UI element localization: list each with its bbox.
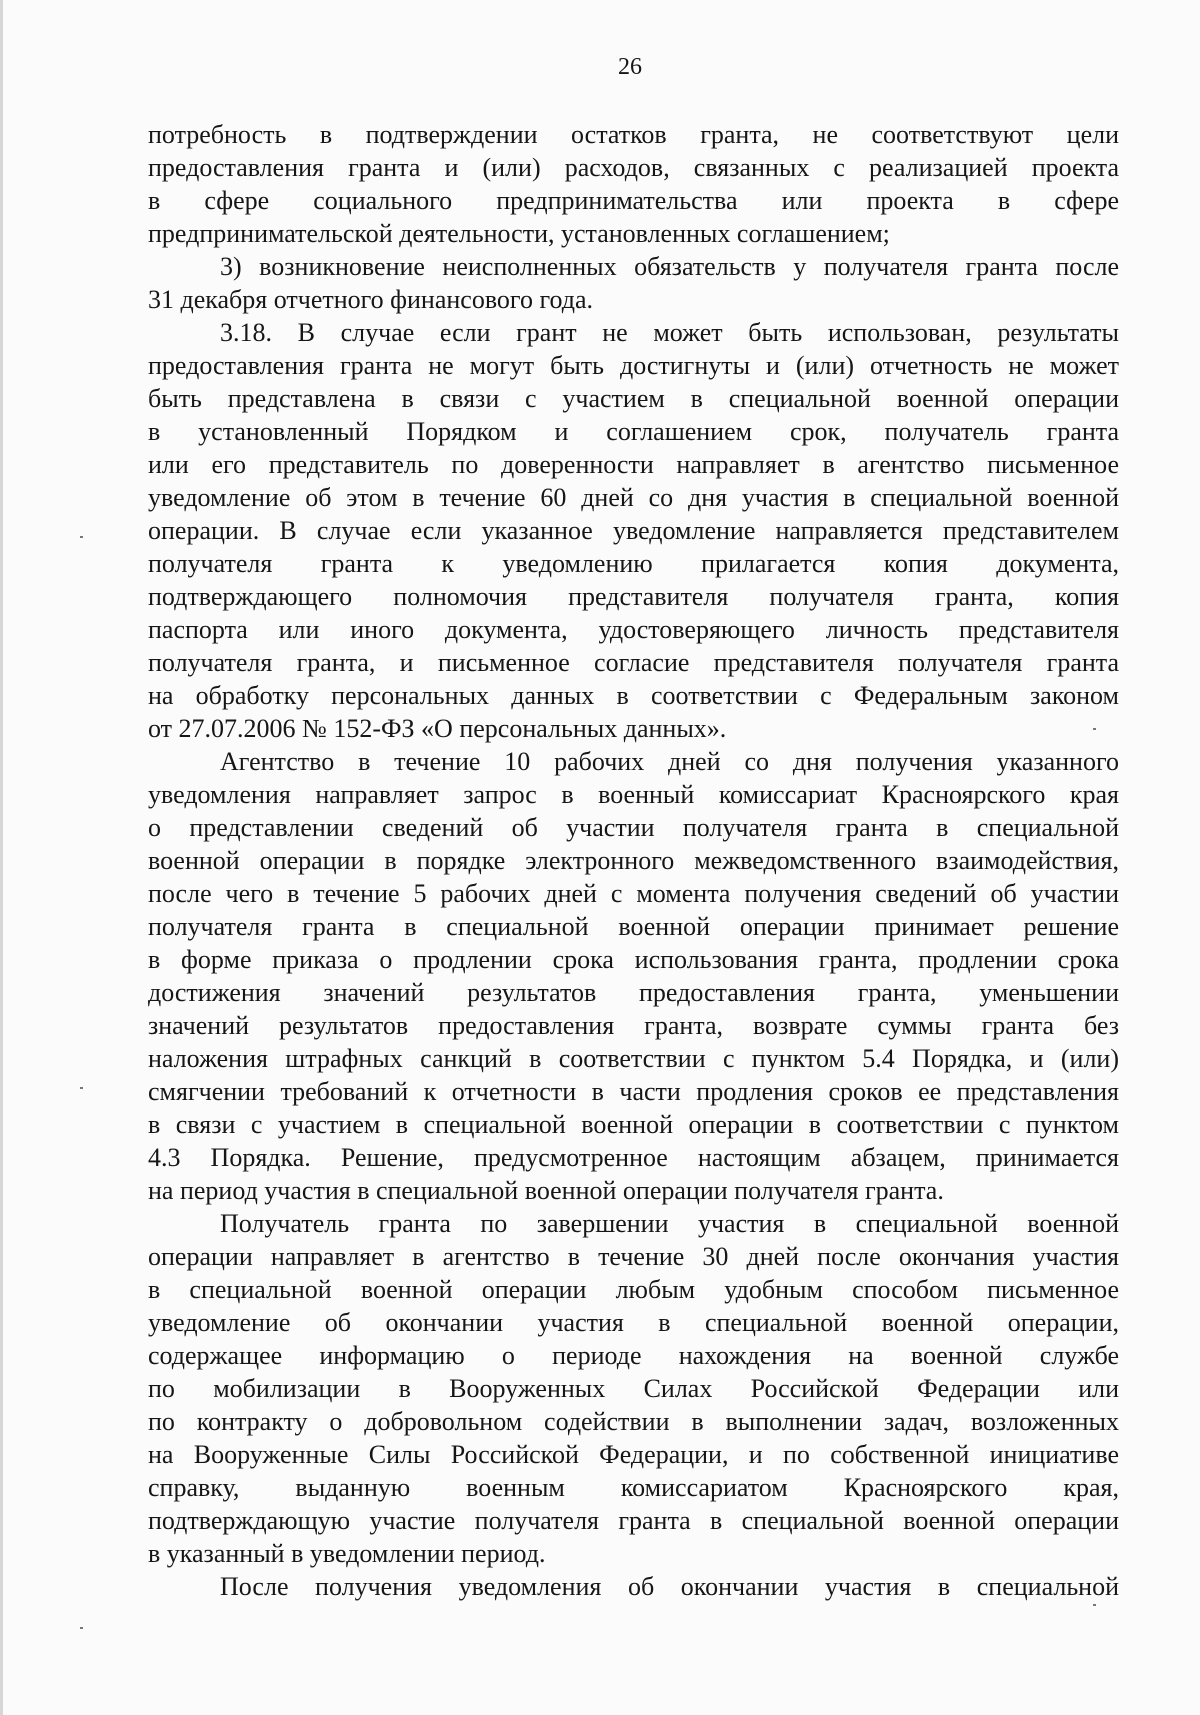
text-line: на обработку персональных данных в соответствии с Федеральным законом	[148, 681, 1119, 710]
text-line: достижения значений результатов предоставления гранта, уменьшении	[148, 978, 1119, 1007]
text-line: получателя гранта, и письменное согласие представителя получателя гранта	[148, 648, 1119, 677]
text-line: по мобилизации в Вооруженных Силах Российской Федерации или	[148, 1374, 1119, 1403]
scan-speck	[80, 536, 83, 538]
text-line: быть представлена в связи с участием в специальной военной операции	[148, 384, 1119, 413]
scan-speck	[1093, 728, 1096, 730]
text-line: уведомление об окончании участия в специальной военной операции,	[148, 1308, 1119, 1337]
text-line: предпринимательской деятельности, установленных соглашением;	[148, 219, 890, 248]
text-line: содержащее информацию о периоде нахождения на военной службе	[148, 1341, 1119, 1370]
text-line: наложения штрафных санкций в соответствии с пунктом 5.4 Порядка, и (или)	[148, 1044, 1119, 1073]
text-line: потребность в подтверждении остатков гранта, не соответствуют цели	[148, 120, 1119, 149]
text-line: 3.18. В случае если грант не может быть использован, результаты	[220, 318, 1119, 347]
text-line: 3) возникновение неисполненных обязательств у получателя гранта после	[220, 252, 1119, 281]
text-line: паспорта или иного документа, удостоверяющего личность представителя	[148, 615, 1119, 644]
text-line: в специальной военной операции любым удобным способом письменное	[148, 1275, 1119, 1304]
text-line: Получатель гранта по завершении участия в специальной военной	[220, 1209, 1119, 1238]
text-line: или его представитель по доверенности направляет в агентство письменное	[148, 450, 1119, 479]
scan-edge	[0, 0, 3, 1715]
scan-speck	[80, 1627, 83, 1629]
text-line: операции. В случае если указанное уведомление направляется представителем	[148, 516, 1119, 545]
text-line: в установленный Порядком и соглашением срок, получатель гранта	[148, 417, 1119, 446]
text-line: получателя гранта в специальной военной операции принимает решение	[148, 912, 1119, 941]
text-line: 31 декабря отчетного финансового года.	[148, 285, 593, 314]
text-line: после чего в течение 5 рабочих дней с момента получения сведений об участии	[148, 879, 1119, 908]
text-line: в связи с участием в специальной военной операции в соответствии с пунктом	[148, 1110, 1119, 1139]
scan-speck	[80, 1087, 83, 1089]
text-line: предоставления гранта не могут быть достигнуты и (или) отчетность не может	[148, 351, 1119, 380]
text-line: предоставления гранта и (или) расходов, связанных с реализацией проекта	[148, 153, 1119, 182]
text-line: в сфере социального предпринимательства или проекта в сфере	[148, 186, 1119, 215]
text-line: подтверждающую участие получателя гранта в специальной военной операции	[148, 1506, 1119, 1535]
page-number: 26	[618, 54, 642, 80]
text-line: в указанный в уведомлении период.	[148, 1539, 546, 1568]
text-line: подтверждающего полномочия представителя получателя гранта, копия	[148, 582, 1119, 611]
text-line: значений результатов предоставления гранта, возврате суммы гранта без	[148, 1011, 1119, 1040]
text-line: уведомления направляет запрос в военный комиссариат Красноярского края	[148, 780, 1119, 809]
text-line: в форме приказа о продлении срока использования гранта, продлении срока	[148, 945, 1119, 974]
text-line: по контракту о добровольном содействии в выполнении задач, возложенных	[148, 1407, 1119, 1436]
text-line: 4.3 Порядка. Решение, предусмотренное настоящим абзацем, принимается	[148, 1143, 1119, 1172]
text-line: военной операции в порядке электронного межведомственного взаимодействия,	[148, 846, 1119, 875]
text-line: справку, выданную военным комиссариатом Красноярского края,	[148, 1473, 1119, 1502]
text-line: от 27.07.2006 № 152-ФЗ «О персональных данных».	[148, 714, 727, 743]
text-line: о представлении сведений об участии получателя гранта в специальной	[148, 813, 1119, 842]
text-line: уведомление об этом в течение 60 дней со дня участия в специальной военной	[148, 483, 1119, 512]
text-line: смягчении требований к отчетности в части продления сроков ее представления	[148, 1077, 1119, 1106]
text-line: получателя гранта к уведомлению прилагается копия документа,	[148, 549, 1119, 578]
text-line: на Вооруженные Силы Российской Федерации, и по собственной инициативе	[148, 1440, 1119, 1469]
scan-speck	[1093, 1604, 1096, 1606]
document-body	[148, 118, 1119, 1603]
text-line: Агентство в течение 10 рабочих дней со дня получения указанного	[220, 747, 1119, 776]
text-line: на период участия в специальной военной операции получателя гранта.	[148, 1176, 944, 1205]
text-line: операции направляет в агентство в течение 30 дней после окончания участия	[148, 1242, 1119, 1271]
text-line: После получения уведомления об окончании участия в специальной	[220, 1572, 1119, 1601]
